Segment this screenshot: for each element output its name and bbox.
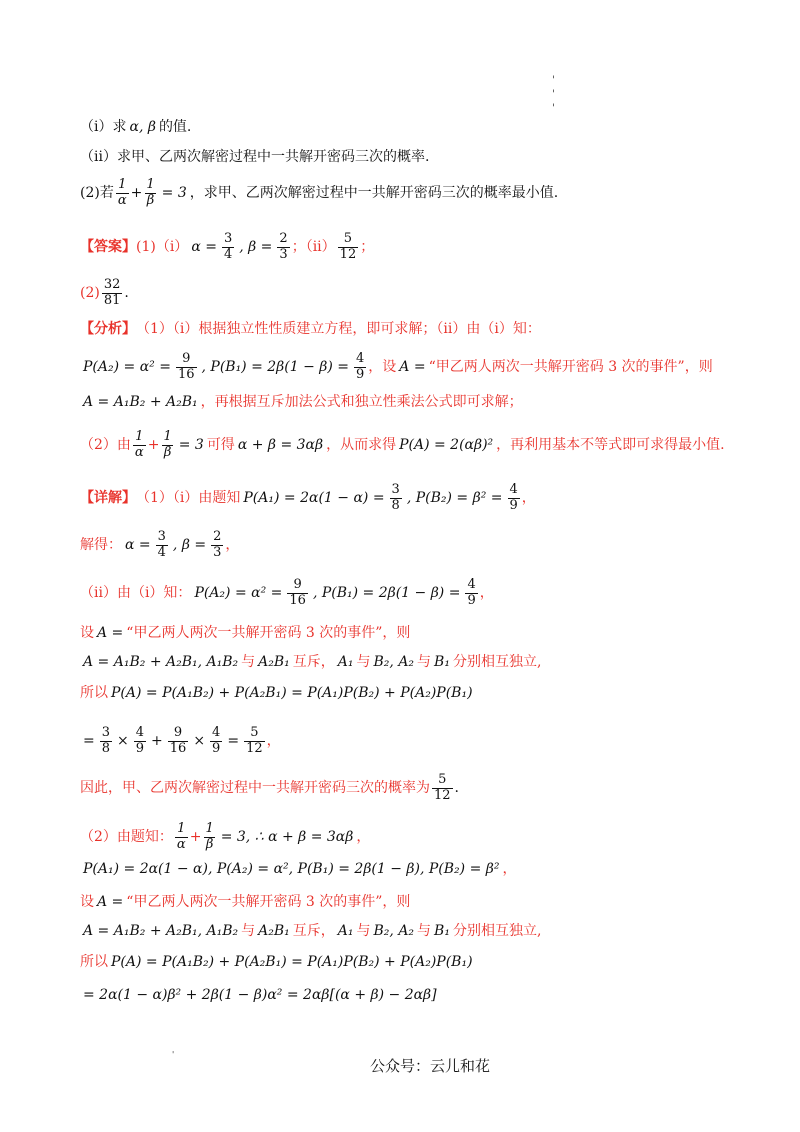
- detail-part2-probs: P(A₁) = 2α(1 − α), P(A₂) = α², P(B₁) = 2β(1 − β), P(B₂) = β² ，: [83, 861, 517, 877]
- analysis-line-4: （2）由 $\frac{1}{\alpha}$ + $\frac{1}{\beta}$ = 3 可得 α + β = 3αβ ，从而求得 P(A) = 2(αβ)² ，再利用基本不等式即可求得最小值.: [80, 429, 725, 460]
- detail-calc: = $\frac{3}{8}$ × $\frac{4}{9}$ + $\frac{9}{16}$ × $\frac{4}{9}$ = $\frac{5}{12}$ ，: [83, 725, 281, 756]
- detail-conclusion: 因此，甲、乙两次解密过程中一共解开密码三次的概率为 $\frac{5}{12}$ .: [80, 772, 459, 803]
- analysis-line-2: P(A₂) = α² = $\frac{9}{16}$ , P(B₁) = 2β(1 − β) = $\frac{4}{9}$ ，设 A = “甲乙两人两次一共解开密码 3 次的事件”，则: [83, 351, 713, 382]
- detail-prob: 所以 P(A) = P(A₁B₂) + P(A₂B₁) = P(A₁)P(B₂) + P(A₂)P(B₁): [80, 685, 473, 701]
- detail-part2-set: 设 A = “甲乙两人两次一共解开密码 3 次的事件”，则: [80, 894, 411, 910]
- detail-line-1: 【详解】 （1）（i）由题知 P(A₁) = 2α(1 − α) = $\frac{3}{8}$ , P(B₂) = β² = $\frac{4}{9}$ ，: [80, 482, 536, 513]
- detail-part2-final: = 2α(1 − α)β² + 2β(1 − β)α² = 2αβ[(α + β) − 2αβ]: [83, 987, 437, 1003]
- answer-line: 【答案】 (1)（i） α = $\frac{3}{4}$ , β = $\frac{2}{3}$ ；（ii） $\frac{5}{12}$ ；: [80, 231, 375, 262]
- detail-part2-mutex: A = A₁B₂ + A₂B₁, A₁B₂ 与 A₂B₁ 互斥， A₁ 与 B₂, A₂ 与 B₁ 分别相互独立,: [83, 923, 542, 939]
- analysis-line-1: 【分析】 （1）（i）根据独立性性质建立方程，即可求解；（ii）由（i）知：: [80, 321, 541, 337]
- detail-part2-prob: 所以 P(A) = P(A₁B₂) + P(A₂B₁) = P(A₁)P(B₂) + P(A₂)P(B₁): [80, 954, 473, 970]
- detail-part2: （2）由题知： $\frac{1}{\alpha}$ + $\frac{1}{\beta}$ = 3, ∴ α + β = 3αβ ，: [80, 821, 371, 852]
- detail-set-event: 设 A = “甲乙两人两次一共解开密码 3 次的事件”，则: [80, 625, 411, 641]
- stray-mark: ': [172, 1050, 175, 1059]
- question-1-ii: （ii）求甲、乙两次解密过程中一共解开密码三次的概率.: [80, 149, 430, 165]
- detail-solve: 解得： α = $\frac{3}{4}$ , β = $\frac{2}{3}$ ，: [80, 529, 240, 560]
- question-1-i: （i）求 α, β 的值.: [80, 119, 192, 135]
- detail-ii: （ii）由（i）知： P(A₂) = α² = $\frac{9}{16}$ , P(B₁) = 2β(1 − β) = $\frac{4}{9}$ ，: [80, 577, 494, 608]
- question-2: (2)若 $\frac{1}{\alpha}$ + $\frac{1}{\beta}$ = 3 ，求甲、乙两次解密过程中一共解开密码三次的概率最小值.: [80, 177, 559, 208]
- detail-mutex: A = A₁B₂ + A₂B₁, A₁B₂ 与 A₂B₁ 互斥， A₁ 与 B₂, A₂ 与 B₁ 分别相互独立,: [83, 654, 542, 670]
- footer-wechat: 公众号：云儿和花: [369, 1057, 490, 1075]
- answer-line-2: (2) $\frac{32}{81}$ .: [80, 277, 129, 308]
- corner-dots: ' ' ': [552, 75, 555, 114]
- analysis-line-3: A = A₁B₂ + A₂B₁ ，再根据互斥加法公式和独立性乘法公式即可求解；: [83, 394, 523, 410]
